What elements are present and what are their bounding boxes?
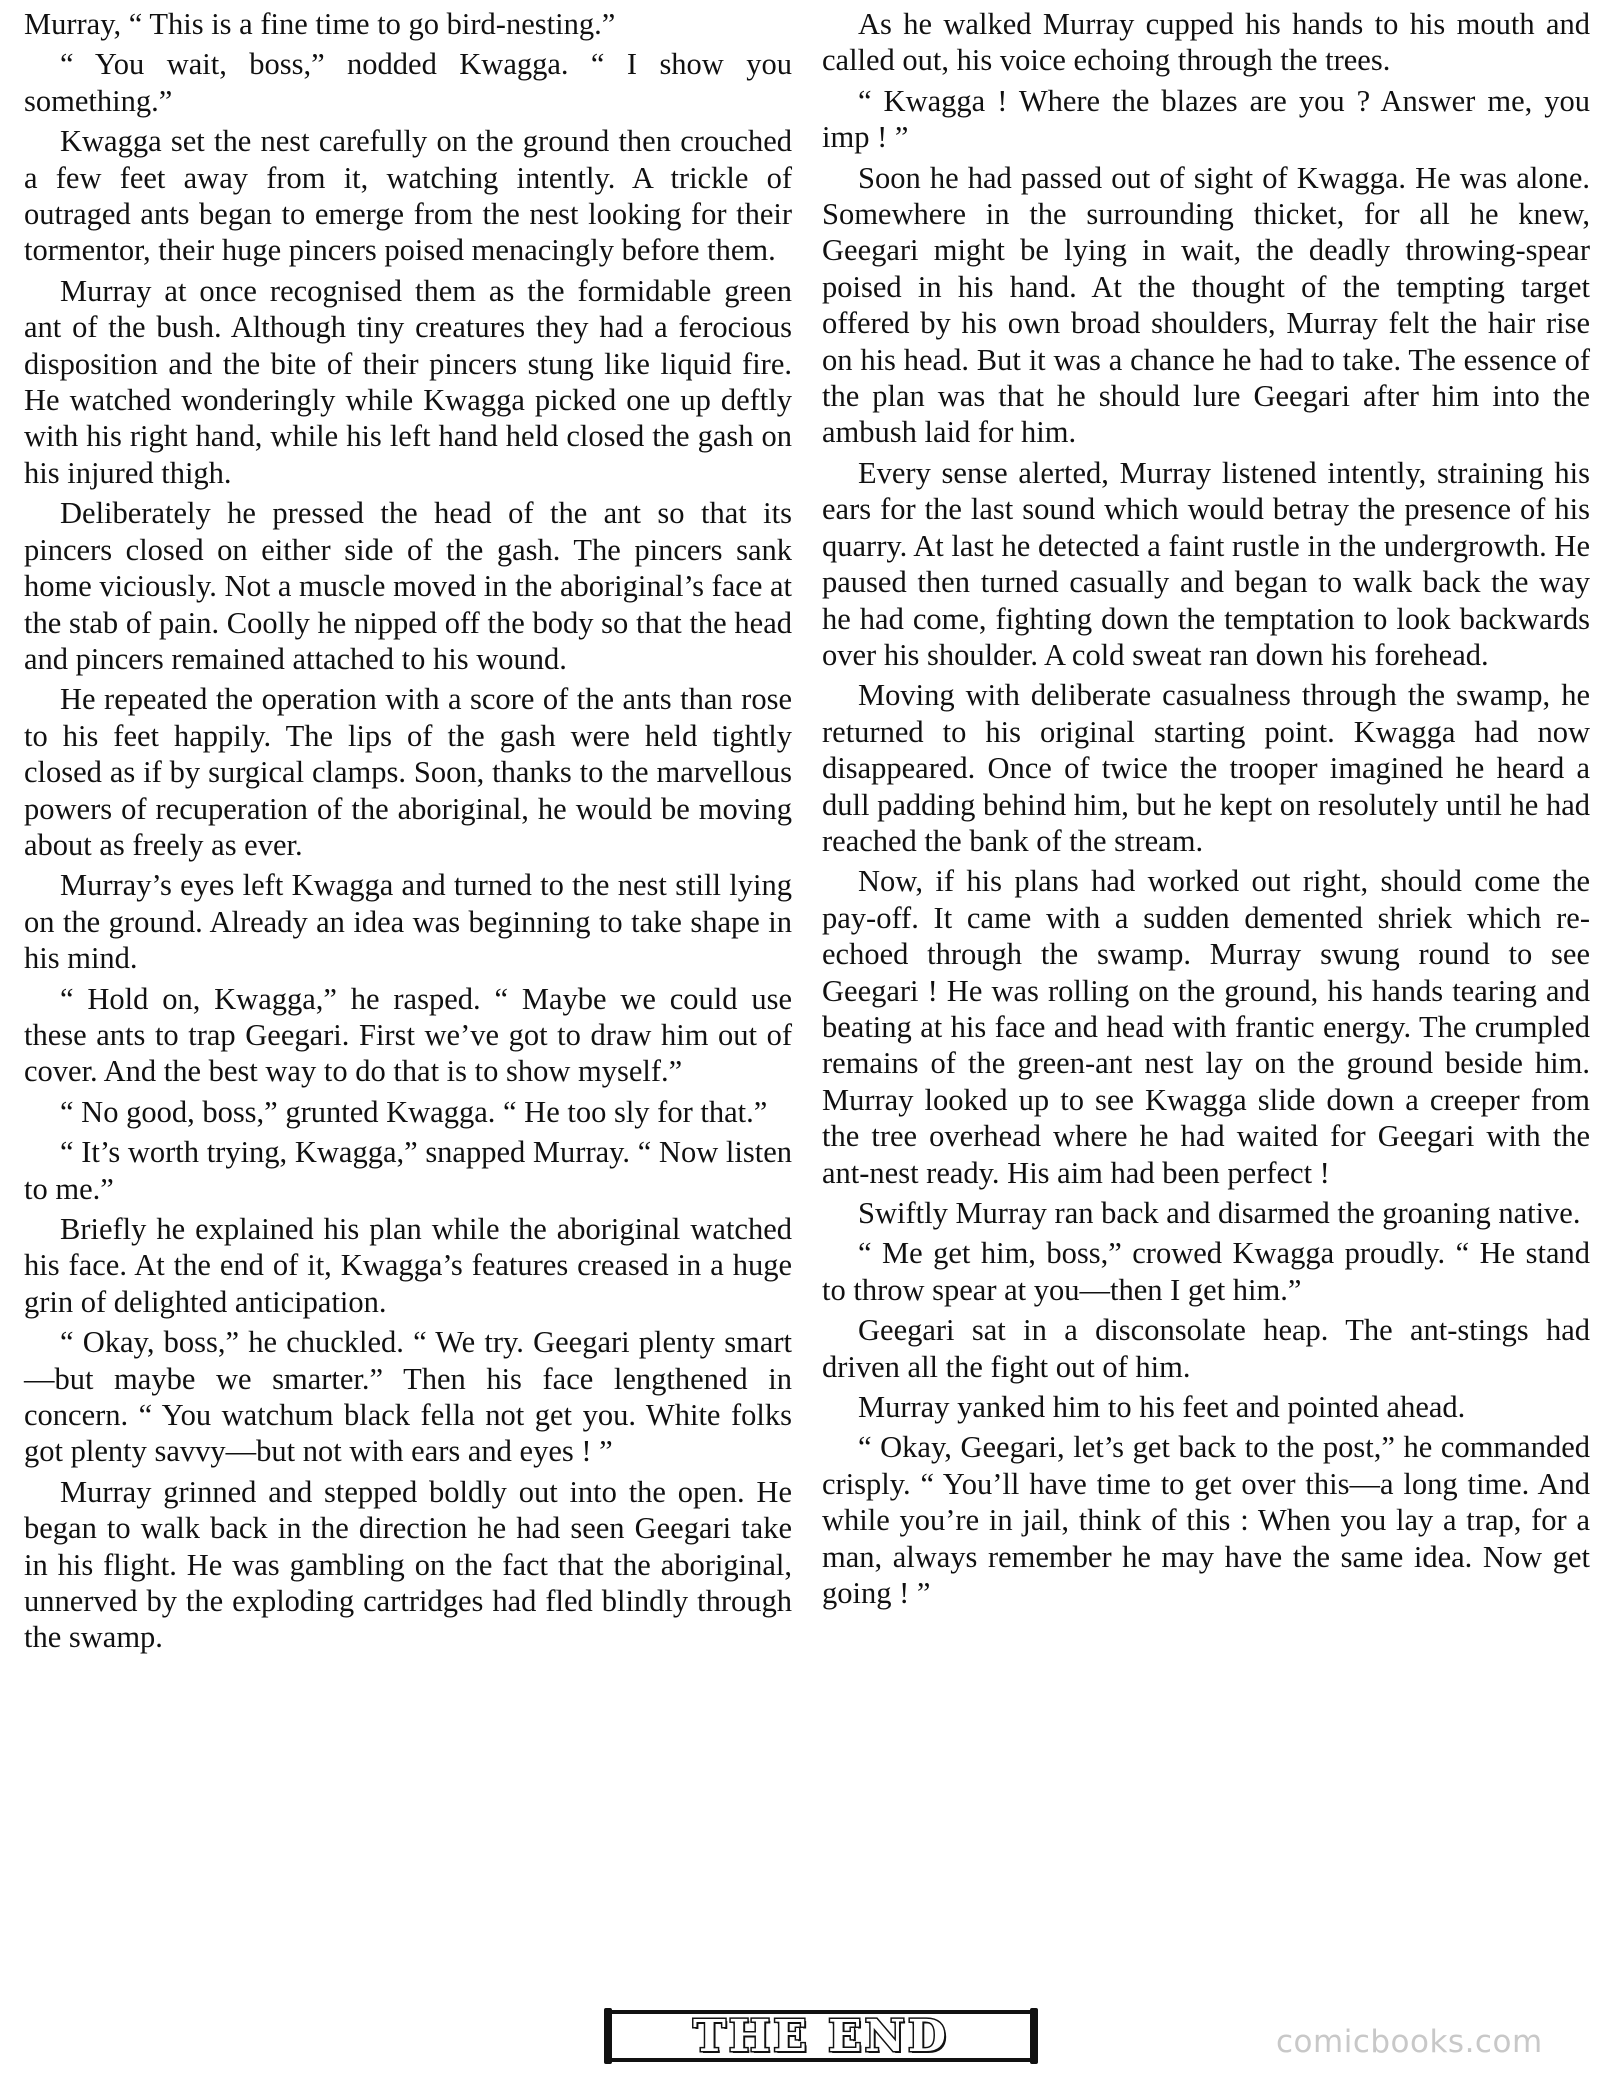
paragraph: Soon he had passed out of sight of Kwagga. He was alone. Somewhere in the surrounding thicket, for all he knew, Geegari might be lying in wait, the deadly throwing-spear poised in his hand. At the thought of the tempting target offered by his own broad shoulders, Murray felt the hair rise on his head. But it was a chance he had to take. The essence of the plan was that he should lure Geegari after him into the ambush laid for him. <box>822 160 1590 450</box>
paragraph: “ Okay, Geegari, let’s get back to the post,” he commanded crisply. “ You’ll have time to get over this—a long time. And while you’re in jail, think of this : When you lay a trap, for a man, always remember he may have the same idea. Now get going ! ” <box>822 1430 1590 1611</box>
paragraph: “ Kwagga ! Where the blazes are you ? Answer me, you imp ! ” <box>822 83 1590 155</box>
paragraph: Murray, “ This is a fine time to go bird-nesting.” <box>24 7 616 41</box>
text-column-left <box>24 6 792 1660</box>
paragraph: Murray grinned and stepped boldly out into the open. He began to walk back in the direction he had seen Geegari take in his flight. He was gambling on the fact that the aboriginal, unnerved by the exploding cartridges had fled blindly through the swamp. <box>24 1474 792 1655</box>
paragraph: “ It’s worth trying, Kwagga,” snapped Murray. “ Now listen to me.” <box>24 1135 792 1206</box>
paragraph: “ You wait, boss,” nodded Kwagga. “ I show you something.” <box>24 47 792 118</box>
paragraph: Moving with deliberate casualness through the swamp, he returned to his original starting point. Kwagga had now disappeared. Once of twice the trooper imagined he heard a dull padding behind him, but he kept on resolutely until he had reached the bank of the stream. <box>822 678 1590 858</box>
banner-right-bracket <box>1030 2008 1038 2064</box>
the-end-banner <box>604 2005 1038 2067</box>
watermark: comicbooks.com <box>1276 2024 1543 2060</box>
paragraph: “ Okay, boss,” he chuckled. “ We try. Geegari plenty smart—but maybe we smarter.” Then his face lengthened in concern. “ You watchum black fella not get you. White folks got plenty savvy—but not with ears and eyes ! ” <box>24 1325 792 1469</box>
paragraph: Kwagga set the nest carefully on the ground then crouched a few feet away from it, watching intently. A trickle of outraged ants began to emerge from the nest looking for their tormentor, their huge pincers poised menacingly before them. <box>24 124 792 268</box>
paragraph: Now, if his plans had worked out right, should come the pay-off. It came with a sudden demented shriek which re-echoed through the swamp. Murray swung round to see Geegari ! He was rolling on the ground, his hands tearing and beating at his face and head with frantic energy. The crumpled remains of the green-ant nest lay on the ground beside him. Murray looked up to see Kwagga slide down a creeper from the tree overhead where he had waited for Geegari with the ant-nest ready. His aim had been perfect ! <box>822 864 1590 1190</box>
paragraph: As he walked Murray cupped his hands to his mouth and called out, his voice echoing through the trees. <box>822 7 1590 78</box>
paragraph: Geegari sat in a disconsolate heap. The ant-stings had driven all the fight out of him. <box>822 1313 1590 1384</box>
paragraph: Murray at once recognised them as the formidable green ant of the bush. Although tiny creatures they had a ferocious disposition and the bite of their pincers stung like liquid fire. He watched wonderingly while Kwagga picked one up deftly with his right hand, while his left hand held closed the gash on his injured thigh. <box>24 273 792 490</box>
banner-left-bracket <box>604 2008 612 2064</box>
paragraph: Deliberately he pressed the head of the ant so that its pincers closed on either side of the gash. The pincers sank home viciously. Not a muscle moved in the aboriginal’s face at the stab of pain. Coolly he nipped off the body so that the head and pincers remained attached to his wound. <box>24 496 792 676</box>
paragraph: Murray’s eyes left Kwagga and turned to the nest still lying on the ground. Already an idea was beginning to take shape in his mind. <box>24 868 792 976</box>
paragraph: He repeated the operation with a score of the ants than rose to his feet happily. The lips of the gash were held tightly closed as if by surgical clamps. Soon, thanks to the marvellous powers of recuperation of the aboriginal, he would be moving about as freely as ever. <box>24 682 792 862</box>
the-end-label: THE END <box>612 2010 1030 2062</box>
text-column-right <box>822 6 1590 1615</box>
paragraph: “ No good, boss,” grunted Kwagga. “ He too sly for that.” <box>60 1094 768 1129</box>
paragraph: “ Me get him, boss,” crowed Kwagga proudly. “ He stand to throw spear at you—then I get him.” <box>822 1236 1590 1307</box>
paragraph: Every sense alerted, Murray listened intently, straining his ears for the last sound which would betray the presence of his quarry. At last he detected a faint rustle in the undergrowth. He paused then turned casually and began to walk back the way he had come, fighting down the temptation to look backwards over his shoulder. A cold sweat ran down his forehead. <box>822 455 1590 672</box>
paragraph: Briefly he explained his plan while the aboriginal watched his face. At the end of it, Kwagga’s features creased in a huge grin of delighted anticipation. <box>24 1212 792 1319</box>
paragraph: “ Hold on, Kwagga,” he rasped. “ Maybe we could use these ants to trap Geegari. First we’ve got to draw him out of cover. And the best way to do that is to show myself.” <box>24 981 792 1089</box>
paragraph: Murray yanked him to his feet and pointed ahead. <box>858 1390 1466 1425</box>
paragraph: Swiftly Murray ran back and disarmed the groaning native. <box>858 1196 1581 1230</box>
